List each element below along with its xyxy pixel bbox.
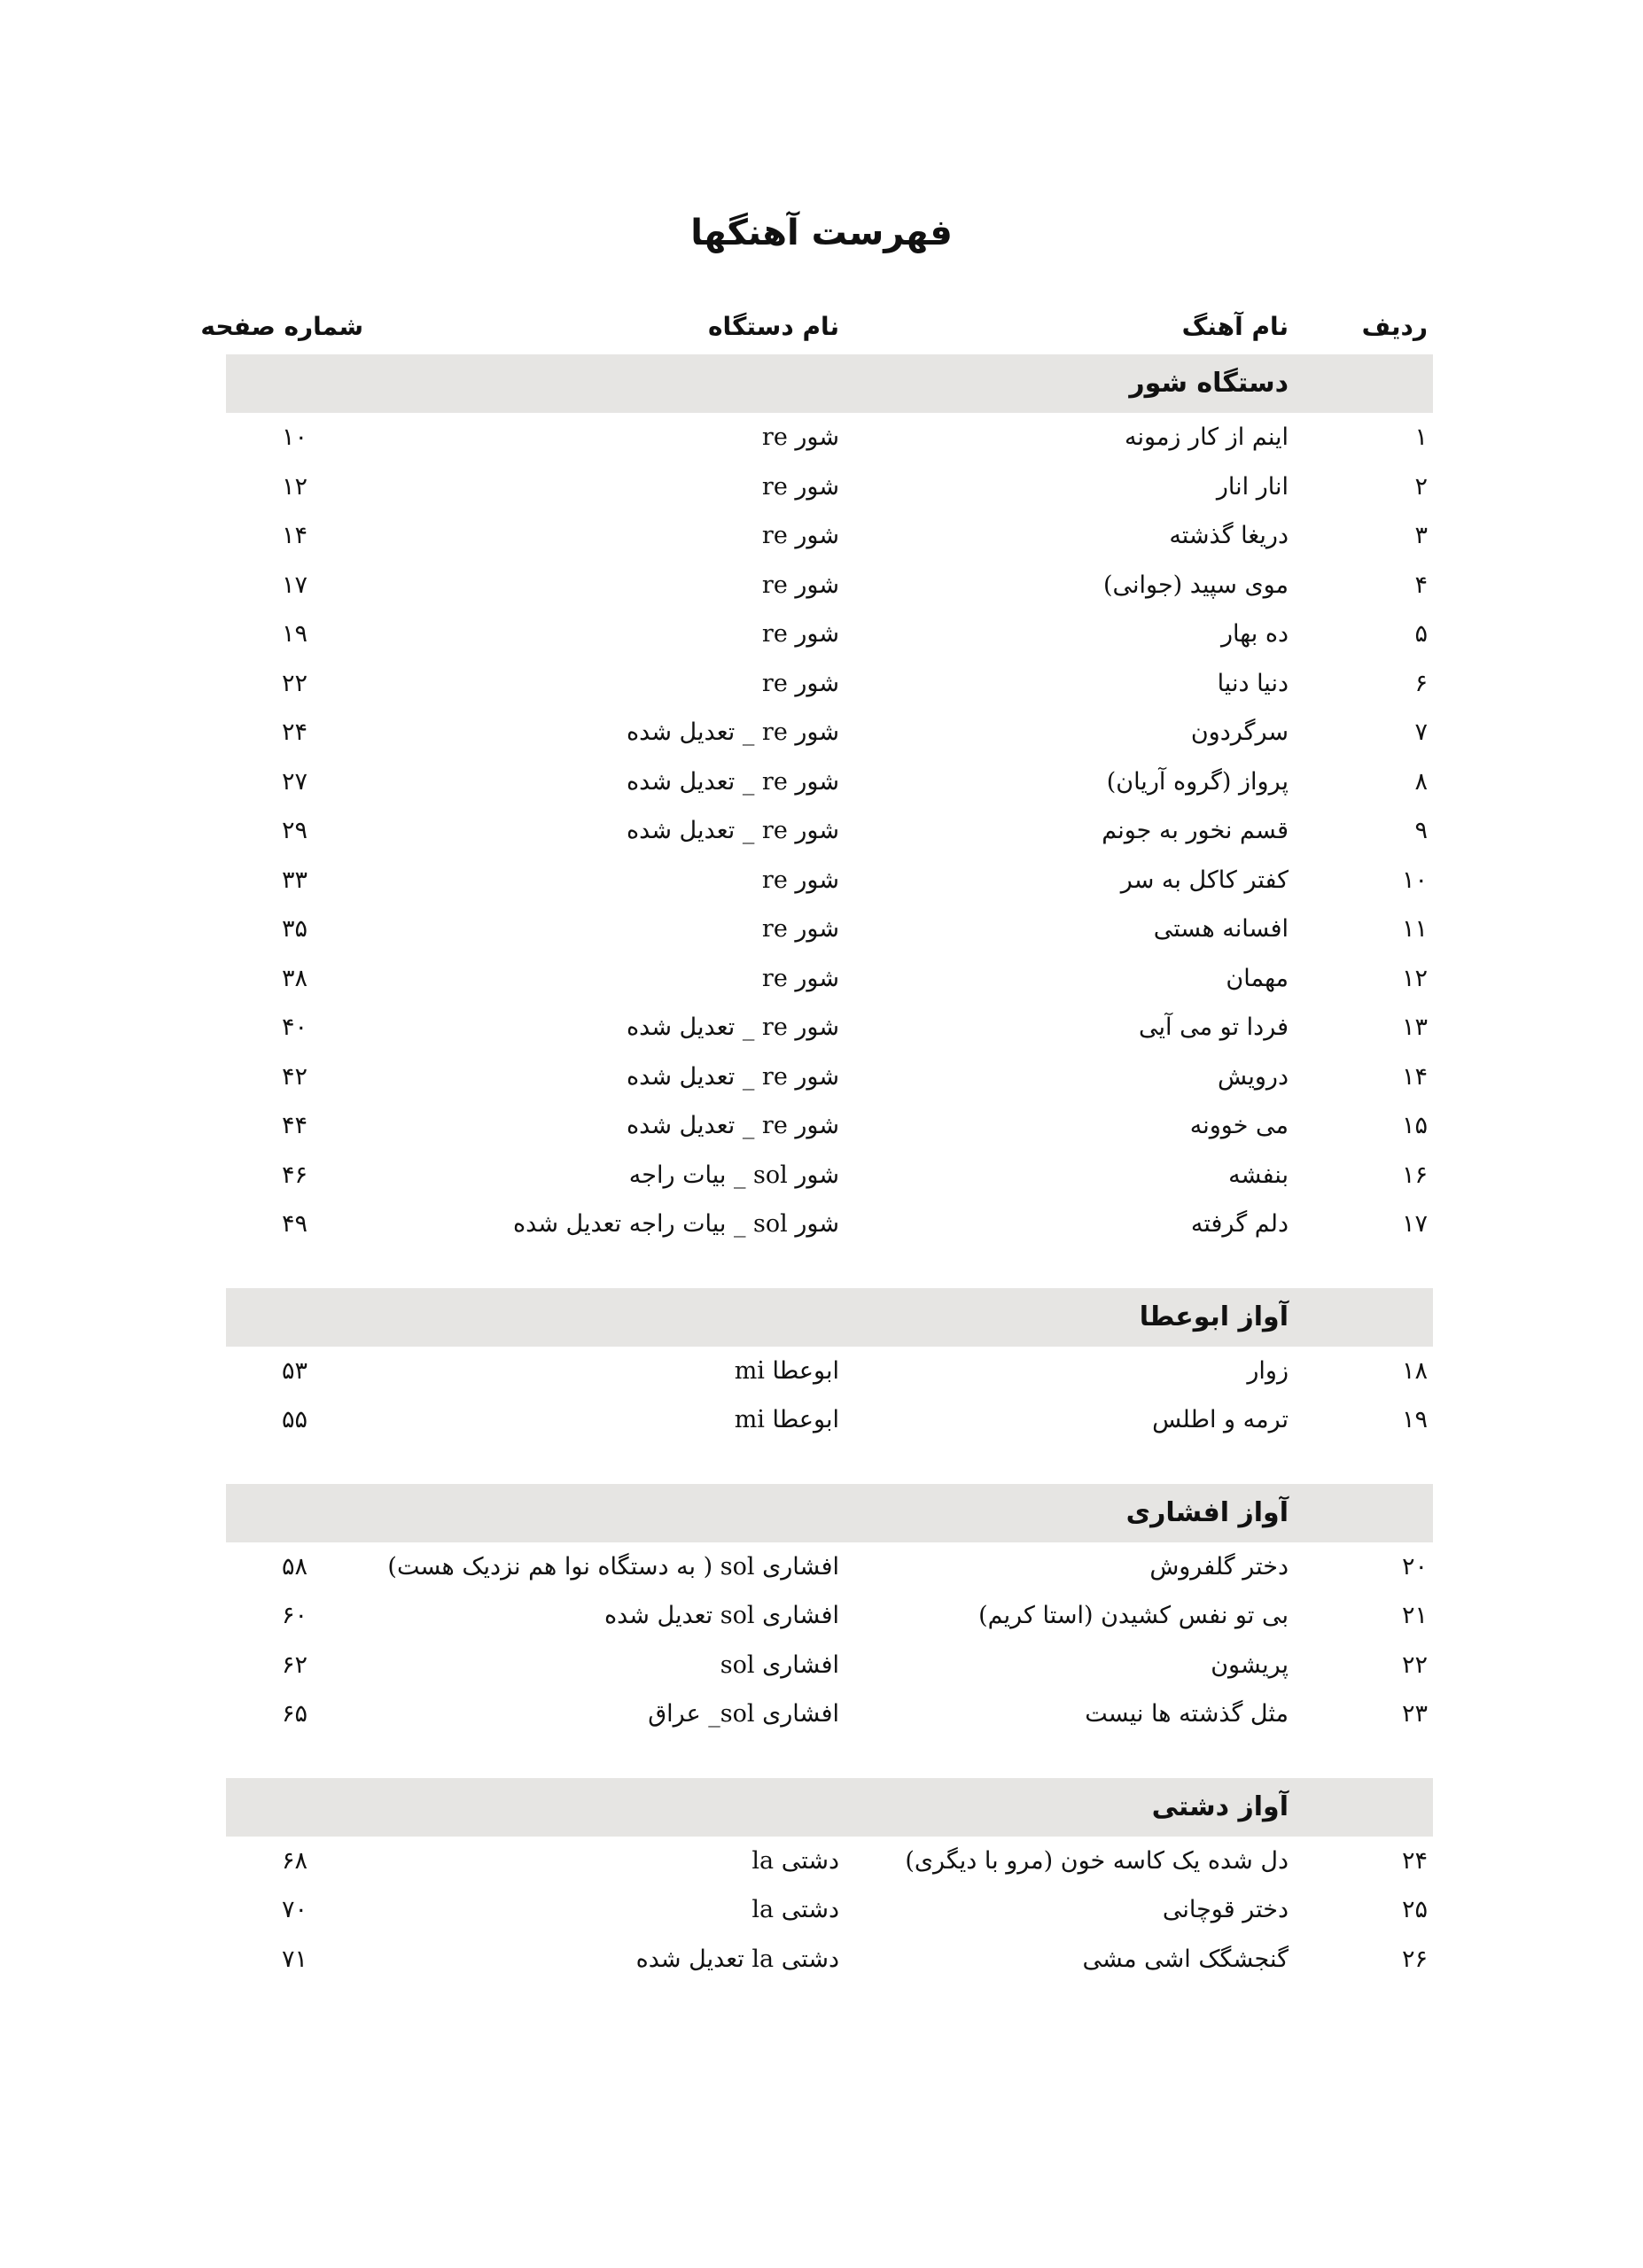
header-dastgah: نام دستگاه (708, 312, 839, 341)
row-num: ۲۴ (1401, 1846, 1428, 1875)
row-page: ۲۲ (281, 669, 308, 697)
row-page: ۱۰ (281, 423, 308, 451)
section-spacer (226, 1445, 1433, 1484)
row-num: ۱۸ (1401, 1356, 1428, 1385)
row-num: ۸ (1414, 767, 1428, 796)
row-page: ۱۷ (281, 571, 308, 599)
table-row (226, 1542, 1433, 1592)
table-row (226, 1885, 1433, 1935)
row-page: ۲۷ (281, 767, 308, 796)
row-name: دنیا دنیا (1217, 669, 1289, 697)
row-name: مهمان (1226, 964, 1289, 992)
row-name: مثل گذشته ها نیست (1085, 1700, 1289, 1728)
table-row (226, 1591, 1433, 1641)
table-row (226, 1200, 1433, 1249)
row-num: ۳ (1414, 522, 1428, 549)
row-page: ۲۹ (281, 817, 308, 844)
row-page: ۶۲ (281, 1651, 308, 1679)
row-dastgah: شور re (761, 669, 839, 697)
section-header (226, 354, 1433, 413)
row-dastgah: شور re _ تعدیل شده (627, 1014, 839, 1041)
row-name: می خوونه (1189, 1112, 1289, 1139)
section-rows (226, 1837, 1433, 1984)
row-num: ۷ (1414, 718, 1428, 746)
row-num: ۱۶ (1401, 1161, 1428, 1189)
row-num: ۲۲ (1401, 1651, 1428, 1679)
section-header (226, 1288, 1433, 1347)
row-page: ۴۰ (281, 1014, 308, 1041)
table-row (226, 806, 1433, 856)
table-row (226, 1101, 1433, 1151)
table-row (226, 1837, 1433, 1886)
row-dastgah: دشتی la (751, 1896, 839, 1923)
row-dastgah: شور re (761, 915, 839, 943)
row-dastgah: شور sol _ بیات راجه (628, 1161, 839, 1189)
table-row (226, 757, 1433, 807)
row-page: ۵۳ (281, 1356, 308, 1385)
row-num: ۲۳ (1401, 1700, 1428, 1728)
row-name: افسانه هستی (1153, 915, 1289, 943)
row-name: پریشون (1211, 1651, 1289, 1679)
row-page: ۶۵ (281, 1700, 308, 1728)
row-name: اینم از کار زمونه (1125, 423, 1289, 451)
section-title: آواز افشاری (1125, 1496, 1289, 1528)
row-dastgah: افشاری sol ( به دستگاه نوا هم نزدیک هست) (387, 1552, 839, 1581)
table-row (226, 561, 1433, 610)
row-name: درویش (1217, 1062, 1289, 1091)
row-num: ۶ (1414, 669, 1428, 697)
row-dastgah: شور re (761, 571, 839, 599)
toc-table (200, 299, 1433, 1984)
row-page: ۷۱ (281, 1945, 308, 1973)
row-name: فردا تو می آیی (1138, 1014, 1289, 1041)
row-name: انار انار (1216, 472, 1289, 501)
section-rows (226, 413, 1433, 1249)
table-row (226, 1347, 1433, 1396)
row-name: دلم گرفته (1190, 1210, 1289, 1238)
row-num: ۲۰ (1401, 1552, 1428, 1581)
row-page: ۴۲ (281, 1062, 308, 1091)
row-dastgah: شور re _ تعدیل شده (627, 718, 839, 746)
row-page: ۴۹ (281, 1210, 308, 1238)
row-dastgah: شور sol _ بیات راجه تعدیل شده (513, 1210, 839, 1238)
row-dastgah: شور re _ تعدیل شده (627, 767, 839, 796)
row-name: دختر قوچانی (1162, 1896, 1289, 1923)
row-name: پرواز (گروه آریان) (1106, 767, 1289, 796)
row-page: ۱۴ (281, 522, 308, 549)
row-dastgah: دشتی la تعدیل شده (635, 1945, 839, 1973)
page-title: فهرست آهنگها (690, 213, 953, 253)
row-dastgah: افشاری sol_ عراق (648, 1700, 839, 1728)
table-row (226, 708, 1433, 757)
row-name: زوار (1247, 1356, 1289, 1385)
row-page: ۴۴ (281, 1112, 308, 1139)
row-num: ۱۰ (1401, 866, 1428, 894)
row-num: ۲ (1414, 472, 1428, 501)
row-name: دریغا گذشته (1169, 522, 1289, 549)
row-page: ۶۰ (281, 1602, 308, 1629)
table-row (226, 1052, 1433, 1102)
table-row (226, 511, 1433, 561)
row-name: ده بهار (1221, 620, 1289, 648)
row-dastgah: شور re _ تعدیل شده (627, 817, 839, 844)
row-num: ۱۲ (1401, 964, 1428, 992)
section-spacer (226, 1249, 1433, 1288)
row-page: ۳۸ (281, 964, 308, 992)
row-name: بنفشه (1228, 1161, 1289, 1189)
table-row (226, 1935, 1433, 1984)
row-name: دختر گلفروش (1149, 1552, 1289, 1581)
table-row (226, 610, 1433, 659)
row-num: ۱۷ (1401, 1210, 1428, 1238)
table-row (226, 1641, 1433, 1690)
table-row (226, 1003, 1433, 1052)
section-header (226, 1484, 1433, 1542)
section-title: دستگاه شور (1129, 368, 1289, 399)
row-page: ۱۲ (281, 472, 308, 501)
row-dastgah: افشاری sol تعدیل شده (603, 1602, 839, 1629)
section-rows (226, 1542, 1433, 1739)
table-row (226, 1151, 1433, 1200)
row-num: ۲۱ (1401, 1602, 1428, 1629)
row-page: ۳۳ (281, 866, 308, 894)
row-dastgah: شور re (761, 522, 839, 549)
header-page: شماره صفحه (200, 312, 363, 341)
row-num: ۴ (1414, 571, 1428, 599)
row-page: ۵۵ (281, 1406, 308, 1433)
row-num: ۱۹ (1401, 1406, 1428, 1433)
row-num: ۵ (1414, 620, 1428, 648)
table-row (226, 954, 1433, 1004)
row-name: قسم نخور به جونم (1102, 817, 1289, 844)
row-num: ۹ (1414, 817, 1428, 844)
row-name: دل شده یک کاسه خون (مرو با دیگری) (905, 1846, 1289, 1875)
row-page: ۴۶ (281, 1161, 308, 1189)
row-name: کفتر کاکل به سر (1120, 866, 1289, 894)
row-dastgah: ابوعطا mi (734, 1356, 839, 1385)
row-num: ۱۱ (1401, 915, 1428, 943)
section-title: آواز ابوعطا (1139, 1301, 1289, 1332)
row-name: ترمه و اطلس (1152, 1406, 1289, 1433)
table-row (226, 856, 1433, 905)
row-dastgah: شور re (761, 423, 839, 451)
row-dastgah: ابوعطا mi (734, 1406, 839, 1433)
table-row (226, 1395, 1433, 1445)
row-name: سرگردون (1190, 718, 1289, 746)
row-num: ۲۶ (1401, 1945, 1428, 1973)
section-spacer (226, 1739, 1433, 1778)
row-dastgah: شور re (761, 620, 839, 648)
row-page: ۲۴ (281, 718, 308, 746)
row-page: ۳۵ (281, 915, 308, 943)
row-dastgah: شور re (761, 472, 839, 501)
row-name: بی تو نفس کشیدن (استا کریم) (978, 1602, 1289, 1629)
row-dastgah: دشتی la (751, 1846, 839, 1875)
row-num: ۱ (1414, 423, 1428, 451)
row-page: ۵۸ (281, 1552, 308, 1581)
table-row (226, 413, 1433, 462)
row-dastgah: شور re (761, 964, 839, 992)
table-row (226, 659, 1433, 709)
table-row (226, 1689, 1433, 1739)
table-header (200, 299, 1433, 354)
row-num: ۱۵ (1401, 1112, 1428, 1139)
section-header (226, 1778, 1433, 1837)
section-title: آواز دشتی (1151, 1790, 1289, 1822)
row-num: ۲۵ (1401, 1896, 1428, 1923)
row-dastgah: افشاری sol (720, 1651, 839, 1679)
row-dastgah: شور re _ تعدیل شده (627, 1062, 839, 1091)
row-name: موی سپید (جوانی) (1102, 571, 1289, 599)
row-dastgah: شور re _ تعدیل شده (627, 1112, 839, 1139)
section-rows (226, 1347, 1433, 1445)
row-page: ۶۸ (281, 1846, 308, 1875)
table-row (226, 905, 1433, 954)
row-num: ۱۳ (1401, 1014, 1428, 1041)
row-page: ۷۰ (281, 1896, 308, 1923)
row-name: گنجشگک اشی مشی (1082, 1945, 1289, 1973)
row-page: ۱۹ (281, 620, 308, 648)
row-num: ۱۴ (1401, 1062, 1428, 1091)
table-row (226, 462, 1433, 512)
header-num: ردیف (1361, 312, 1428, 341)
row-dastgah: شور re (761, 866, 839, 894)
header-name: نام آهنگ (1181, 312, 1289, 341)
